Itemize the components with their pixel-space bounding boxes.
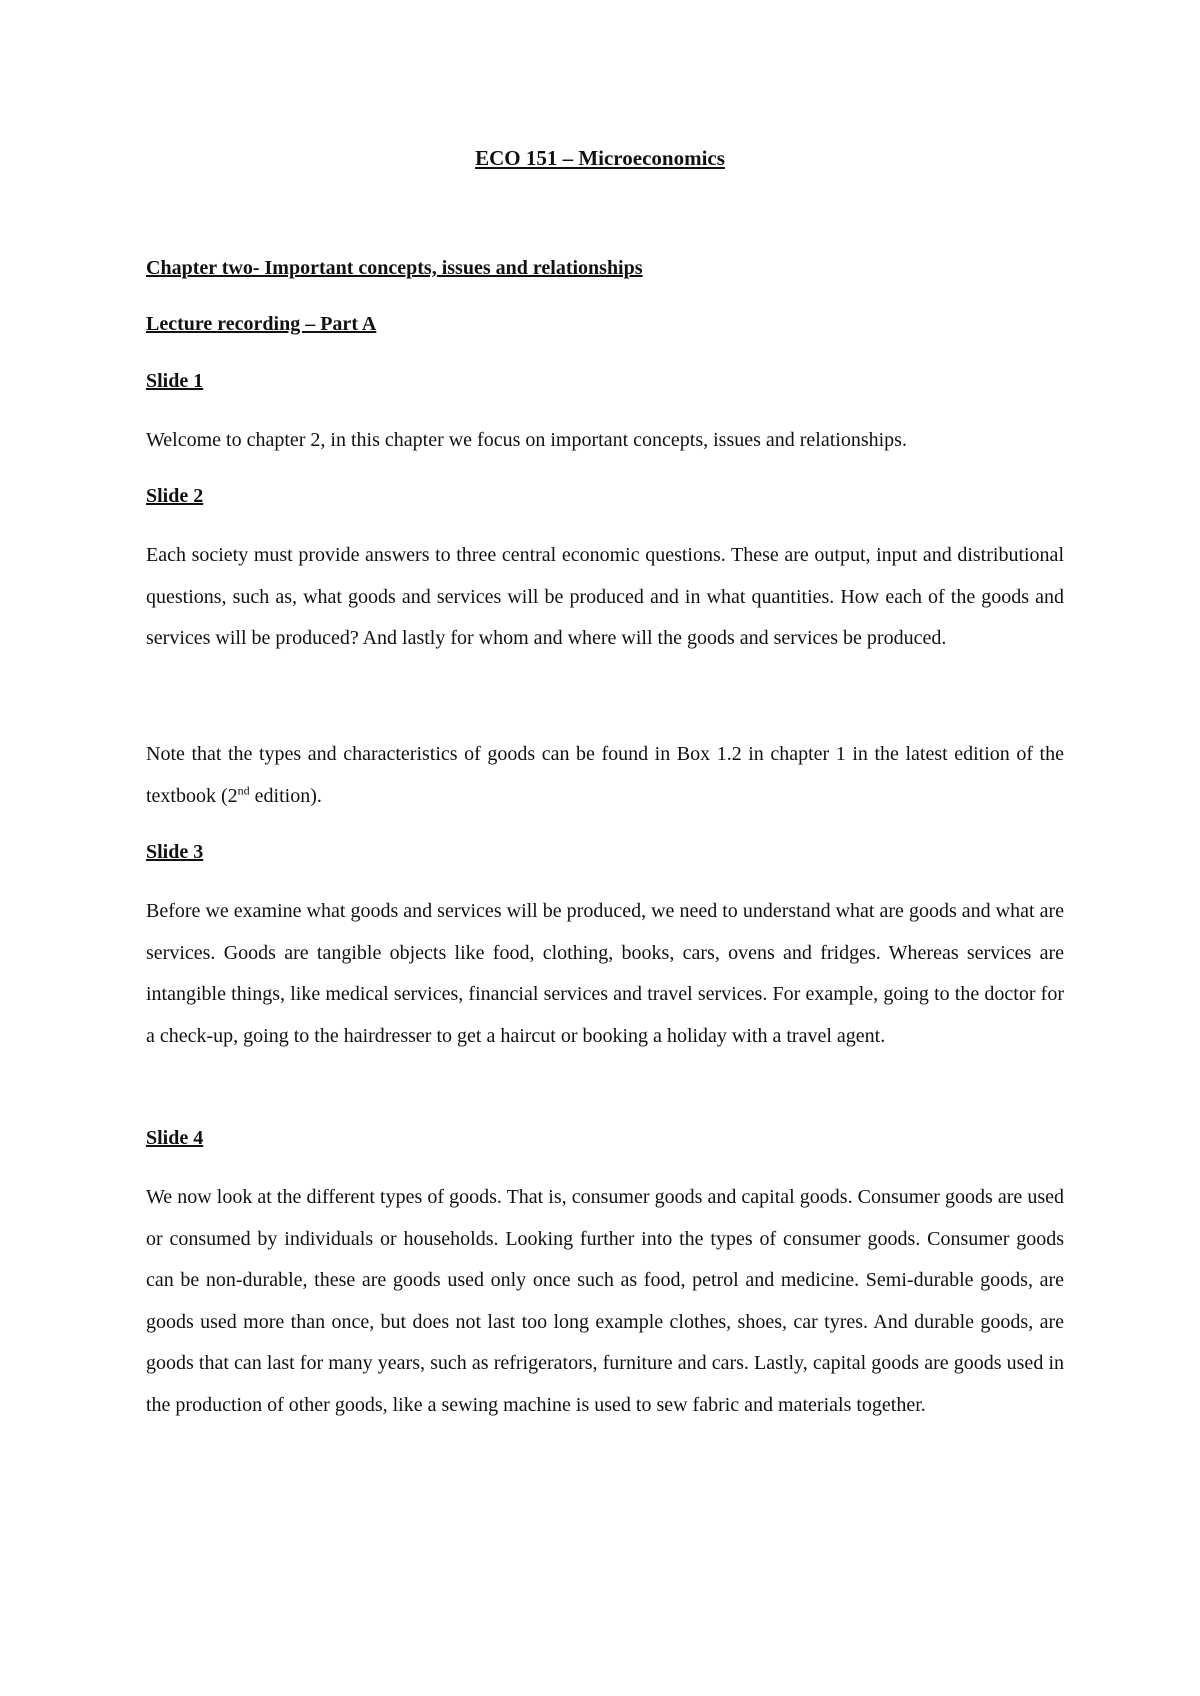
note-superscript: nd — [237, 782, 250, 797]
slide-3-paragraph: Before we examine what goods and services will be produced, we need to understand what are goods and what are services. Goods are tangible objects like food, clothing, books, cars, ovens and fridges. Whereas services are intangible things, like medical services, financial services and travel services. For example, going to the doctor for a check-up, going to the hairdresser to get a haircut or booking a holiday with a travel agent. — [146, 900, 1064, 1047]
slide-3-heading: Slide 3 — [146, 841, 204, 863]
chapter-heading: Chapter two- Important concepts, issues and relationships — [146, 257, 643, 279]
note-text-before: Note that the types and characteristics of goods can be found in Box 1.2 in chapter 1 in the latest edition of the textbook (2 — [146, 743, 1064, 807]
note-text-after: edition). — [249, 784, 322, 807]
course-title: ECO 151 – Microeconomics — [475, 146, 725, 170]
slide-4-paragraph: We now look at the different types of goods. That is, consumer goods and capital goods. Consumer goods are used or consumed by individuals or households. Looking further into the types of consumer goods. Consumer goods can be non-durable, these are goods used only once such as food, petrol and medicine. Semi-durable goods, are goods used more than once, but does not last too long example clothes, shoes, car tyres. And durable goods, are goods that can last for many years, such as refrigerators, furniture and cars. Lastly, capital goods are goods used in the production of other goods, like a sewing machine is used to sew fabric and materials together. — [146, 1186, 1064, 1416]
slide-4-heading: Slide 4 — [146, 1127, 204, 1149]
slide-2-paragraph: Each society must provide answers to three central economic questions. These are output, input and distributional questions, such as, what goods and services will be produced and in what quantities. How each of the goods and services will be produced? And lastly for whom and where will the goods and services be produced. — [146, 544, 1064, 649]
slide-1-paragraph: Welcome to chapter 2, in this chapter we focus on important concepts, issues and relationships. — [146, 429, 907, 451]
slide-2-note — [146, 734, 1064, 817]
recording-heading: Lecture recording – Part A — [146, 313, 377, 335]
slide-2-heading: Slide 2 — [146, 485, 204, 507]
slide-1-heading: Slide 1 — [146, 370, 204, 392]
